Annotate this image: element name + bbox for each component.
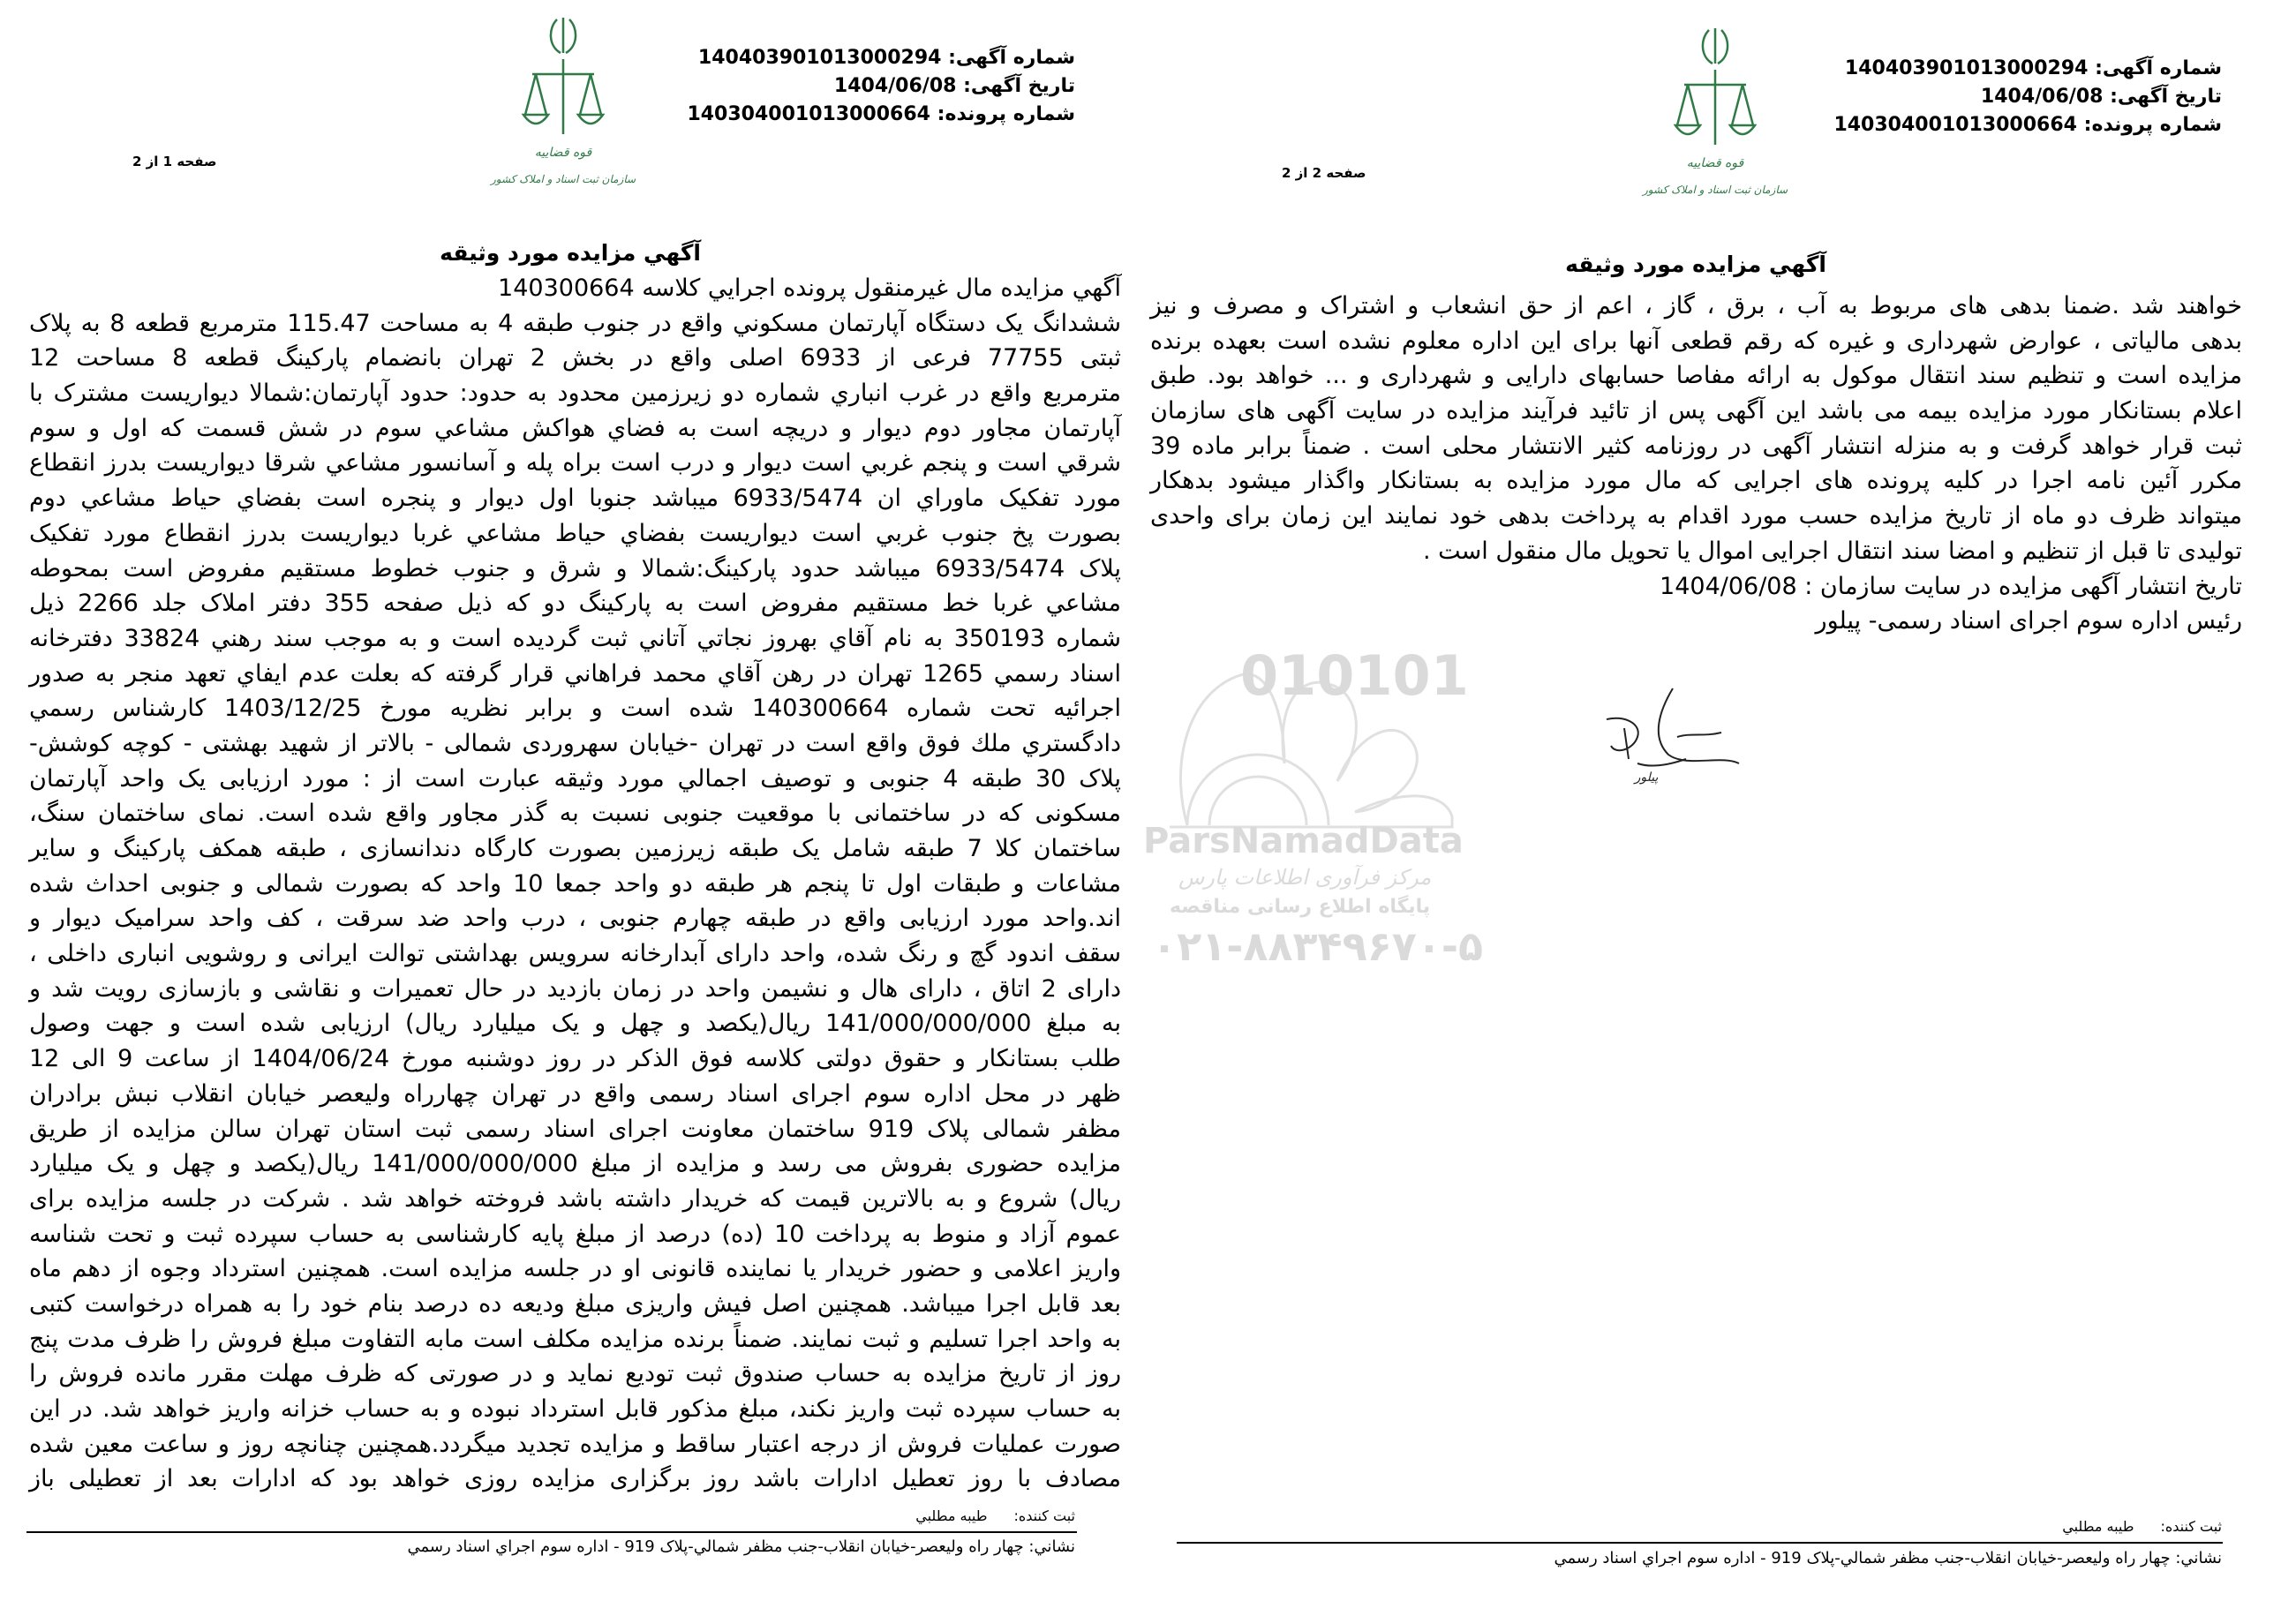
- text-line: به مبلغ 141/000/000/000 ريال(يكصد و چهل و يک ميليارد ريال) ارزيابی شده است و جهت وصول: [29, 1010, 1122, 1038]
- text-line: مشاعات و طبقات اول تا پنجم هر طبقه دو واحد جمعا 10 واحد که بصورت شمالی و جنوبی احداث شده: [29, 869, 1121, 898]
- file-number: 140304001013000664: [1833, 114, 2077, 136]
- text-line: خواهند شد .ضمنا بدهی های مربوط به آب ، برق ، گاز ، اعم از حق انشعاب و اشتراک و مصرف و نيز: [1150, 292, 2242, 319]
- svg-text:قوه قضاییه: قوه قضاییه: [534, 146, 592, 160]
- text-line: به واحد اجرا تسليم و ثبت نمايند. ضمناً برنده مزايده مكلف است مابه التفاوت مبلغ فروش را ظرف مدت پنج: [29, 1325, 1121, 1353]
- text-line: سقف اندود گچ و رنگ شده، واحد دارای آبدارخانه سرويس بهداشتی توالت ايرانی و روشويی انباری داخلی ،: [29, 940, 1121, 968]
- text-line: واريز اعلامی و حضور خريدار يا نماينده قانونی او در جلسه مزايده است. همچنين استرداد وجوه از دهم ماه: [29, 1255, 1121, 1283]
- text-line: مسکونی که در ساختمانی با موقعيت جنوبی نسبت به گذر مجاور واقع شده است. نمای ساختمان سنگ،: [29, 800, 1121, 828]
- ad-number-label: شماره آگهی:: [948, 47, 1075, 69]
- page-1: [26, 0, 1121, 1616]
- text-line: دادگستري ملك فوق واقع است در تهران -خيابان سهروردی شمالی - بالاتر از شهيد بهشتی - کوچه کوشش-: [29, 729, 1121, 757]
- watermark-phone: ۰۲۱-۸۸۳۴۹۶۷۰-۵: [1152, 922, 1484, 970]
- text-line: آگهي مزايده مال غيرمنقول پرونده اجرايي كلاسه 140300664: [498, 274, 1121, 302]
- ad-date: 1404/06/08: [1980, 86, 2104, 108]
- text-line: روز از تاريخ مزايده به حساب صندوق ثبت توديع نمايد و در صورتی كه ظرف مهلت مقرر مانده فروش را: [29, 1360, 1121, 1388]
- text-line: ششدانگ يک دستگاه آپارتمان مسكوني واقع در جنوب طبقه 4 به مساحت 115.47 مترمربع قطعه 8 به پلاک: [29, 309, 1122, 337]
- file-number-label: شماره پرونده:: [937, 103, 1075, 125]
- text-line: طلب بستانكار و حقوق دولتی كلاسه فوق الذكر در روز دوشنبه مورخ 1404/06/24 از ساعت 9 الی 12: [29, 1045, 1121, 1073]
- registrar-name: طيبه مطلبي: [915, 1507, 988, 1524]
- ad-date: 1404/06/08: [833, 75, 957, 97]
- text-line: ثبت قرار خواهد گرفت و به منزله انتشار آگهی در روزنامه كثير الانتشار محلی است . ضمناً برابر ماده 39: [1150, 432, 2242, 460]
- file-number-row: [1833, 111, 2222, 139]
- judiciary-logo-icon: [490, 11, 636, 192]
- watermark-tagline: مرکز فرآوری اطلاعات پارس: [1178, 865, 1432, 890]
- file-number: 140304001013000664: [687, 103, 930, 125]
- text-line: مكرر آئين نامه اجرا در كليه پرونده های اجرايی كه مال مورد مزايده به بستانكار واگذار ميشود بدهكار: [1150, 467, 2242, 495]
- text-line: اسناد رسمي 1265 تهران در رهن آقاي محمد فراهاني قرار گرفته كه بعلت عدم ايفاي تعهد منجر به صدور: [29, 659, 1121, 688]
- text-line: پلاک 30 طبقه 4 جنوبی و توصيف اجمالي مورد وثيقه عبارت است از : مورد ارزيابی يک واحد آپارتمان: [29, 764, 1122, 793]
- ad-number-label: شماره آگهی:: [2095, 57, 2222, 79]
- text-line: ساختمان کلا 7 طبقه شامل يک طبقه زيرزمين بصورت کارگاه دندانسازی ، طبقه همکف پارکينگ و ساير: [29, 835, 1121, 862]
- text-line: عموم آزاد و منوط به پرداخت 10 (ده) درصد از مبلغ پايه كارشناسی به حساب سپرده ثبت و تحت شناسه: [29, 1220, 1121, 1248]
- ad-date-label: تاریخ آگهی:: [963, 75, 1075, 97]
- ad-number: 140403901013000294: [697, 47, 942, 69]
- file-number-row: [687, 101, 1075, 129]
- text-line: دارای 2 اتاق ، دارای هال و نشيمن واحد در زمان بازديد در حال تعميرات و نقاشی و بازسازی رويت شد و: [29, 974, 1121, 1003]
- svg-text:سازمان ثبت اسناد و املاک کشور: سازمان ثبت اسناد و املاک کشور: [1642, 184, 1788, 196]
- page-2: [1148, 0, 2242, 1616]
- text-line: تاريخ انتشار آگهی مزايده در سايت سازمان : 1404/06/08: [1660, 572, 2242, 600]
- registrar-row: [2036, 1518, 2222, 1535]
- ad-header: [1833, 55, 2222, 139]
- page-number: صفحه 2 از 2: [1282, 165, 1366, 181]
- footer-address: نشاني: چهار راه وليعصر-خيابان انقلاب-جنب مظفر شمالي-پلاک 919 - اداره سوم اجراي اسناد رسمي: [407, 1537, 1075, 1556]
- svg-text:قوه قضاییه: قوه قضاییه: [1686, 156, 1744, 170]
- ad-date-label: تاریخ آگهی:: [2110, 86, 2222, 108]
- text-line: اند.واحد مورد ارزيابی واقع در طبقه چهارم جنوبی ، درب واحد ضد سرقت ، کف واحد سراميک ديوار و: [29, 905, 1121, 933]
- text-line: مزايده حضوری بفروش می رسد و مزايده از مبلغ 141/000/000/000 ريال(يكصد و چهل و يک ميليارد: [29, 1150, 1121, 1178]
- text-line: اعلام بستانكار مورد مزايده بيمه می باشد اين آگهی پس از تائيد فرآيند مزايده در سايت آگهی های سازمان: [1150, 397, 2242, 425]
- watermark-digits: 010101: [1240, 643, 1469, 708]
- ad-number-row: [1833, 55, 2222, 83]
- text-line: آپارتمان مجاور دوم ديوار و دريچه است به فضاي هواكش مشاعي سوم در شش قسمت كه اول و سوم: [29, 414, 1121, 442]
- text-line: صورت عمليات فروش از درجه اعتبار ساقط و مزايده تجديد ميگردد.همچنين چنانچه روز و ساعت معين شده: [29, 1430, 1121, 1458]
- registrar-label: ثبت کننده:: [1013, 1507, 1075, 1524]
- text-line: به حساب سپرده ثبت واريز نكند، مبلغ مذكور قابل استرداد نبوده و به حساب خزانه واريز خواهد شد. در اين: [29, 1395, 1121, 1423]
- footer-address: نشاني: چهار راه وليعصر-خيابان انقلاب-جنب مظفر شمالي-پلاک 919 - اداره سوم اجراي اسناد رسمي: [1554, 1549, 2222, 1567]
- registrar-row: [889, 1507, 1075, 1524]
- text-line: مشاعي غربا خط مستقيم مفروض است به پاركينگ دو كه ذيل صفحه 355 دفتر املاک جلد 2266 ذيل: [29, 590, 1121, 618]
- notice-title: آگهي مزايده مورد وثيقه: [440, 240, 701, 266]
- text-line: بصورت پخ جنوب غربي است ديواريست بفضاي حياط مشاعي غربا ديواريست بدرز انقطاع مورد تفکيک: [29, 519, 1121, 547]
- text-line: پلاک 6933/5474 ميباشد حدود پاركينگ:شمالا و شرق و جنوب خطوط مستقيم مفروض است بمحوطه: [29, 554, 1122, 583]
- ad-date-row: [1833, 83, 2222, 111]
- text-line: مصادف با روز تعطيل ادارات باشد روز برگزاری مزايده روزی خواهد بود كه ادارات بعد از تعطيلی باز: [29, 1465, 1121, 1493]
- registrar-label: ثبت کننده:: [2160, 1518, 2222, 1535]
- notice-body: [1150, 289, 2242, 639]
- text-line: ثبتی 77755 فرعی از 6933 اصلی واقع در بخش 2 تهران بانضمام پارکينگ قطعه 8 مساحت 12: [29, 344, 1121, 372]
- text-line: مترمربع واقع در غرب انباري شماره دو زيرزمين محدود به حدود: حدود آپارتمان:شمالا ديواريست مشترک با: [29, 380, 1121, 408]
- text-line: ريال) شروع و به بالاترين قيمت كه خريدار داشته باشد فروخته خواهد شد . شركت در جلسه مزايده برای: [29, 1184, 1121, 1213]
- text-line: رئيس اداره سوم اجرای اسناد رسمی- پيلور: [1815, 607, 2242, 635]
- watermark-brand: ParsNamadData: [1143, 821, 1464, 861]
- text-line: مزايده است و تنظيم سند انتقال موكول به ارائه مفاصا حسابهای دارايی و شهرداری و ... خواهد بود. طبق: [1150, 362, 2242, 390]
- footer-divider: [1177, 1542, 2223, 1544]
- svg-text:سازمان ثبت اسناد و املاک کشور: سازمان ثبت اسناد و املاک کشور: [490, 173, 636, 185]
- text-line: توليدی تا قبل از تنظيم و امضا سند انتقال اجرايی اموال يا تحويل مال منقول است .: [1422, 537, 2242, 565]
- ad-number-row: [687, 44, 1075, 72]
- registrar-name: طيبه مطلبي: [2062, 1518, 2134, 1535]
- watermark-subtitle: پایگاه اطلاع رسانی مناقصه: [1170, 896, 1431, 918]
- footer-divider: [26, 1531, 1077, 1533]
- text-line: شماره 350193 به نام آقاي بهروز نجاتي آتاني ثبت گرديده است و به موجب سند رهني 33824 دفترخانه: [29, 624, 1121, 652]
- ad-date-row: [687, 72, 1075, 101]
- text-line: بعد قابل اجرا ميباشد. همچنين اصل فيش واريزی مبلغ وديعه ده درصد بنام خود را به همراه درخواست كتبی: [29, 1289, 1121, 1318]
- page-number: صفحه 1 از 2: [132, 154, 217, 169]
- judiciary-logo-icon: [1642, 21, 1788, 202]
- file-number-label: شماره پرونده:: [2083, 114, 2222, 136]
- ad-number: 140403901013000294: [1844, 57, 2089, 79]
- notice-body: [29, 271, 1121, 1497]
- notice-title: آگهي مزايده مورد وثيقه: [1565, 252, 1826, 277]
- text-line: ظهر در محل اداره سوم اجرای اسناد رسمی واقع در تهران چهارراه وليعصر خيابان انقلاب نبش برادران: [29, 1079, 1121, 1108]
- text-line: اجرائيه تحت شماره 140300664 شده است و برابر نظريه مورخ 1403/12/25 كارشناس رسمي: [29, 695, 1122, 723]
- text-line: مظفر شمالی پلاک 919 ساختمان معاونت اجرای اسناد رسمی ثبت استان تهران سالن مزايده از طريق: [29, 1115, 1121, 1143]
- signature: [1589, 684, 1748, 790]
- text-line: مورد تفکيک ماوراي ان 6933/5474 ميباشد جنوبا اول ديوار و پنجره است بفضاي حياط مشاعي دوم: [29, 485, 1121, 513]
- text-line: ميتواند ظرف دو ماه از تاريخ مزايده حسب مورد اقدام به پرداخت بدهی خود نمايند اين زمان برای واحدی: [1150, 502, 2242, 530]
- signature-text: پیلور: [1634, 770, 1659, 785]
- ad-header: [687, 44, 1075, 129]
- text-line: شرقي است و پنجم غربي است ديوار و درب است براه پله و آسانسور مشاعي شرقا ديواريست بدرز انقطاع: [29, 449, 1121, 477]
- text-line: بدهی مالياتی ، عوارض شهرداری و غيره كه رقم قطعی آنها برای اين اداره معلوم نشده است بعهده برنده: [1150, 327, 2242, 355]
